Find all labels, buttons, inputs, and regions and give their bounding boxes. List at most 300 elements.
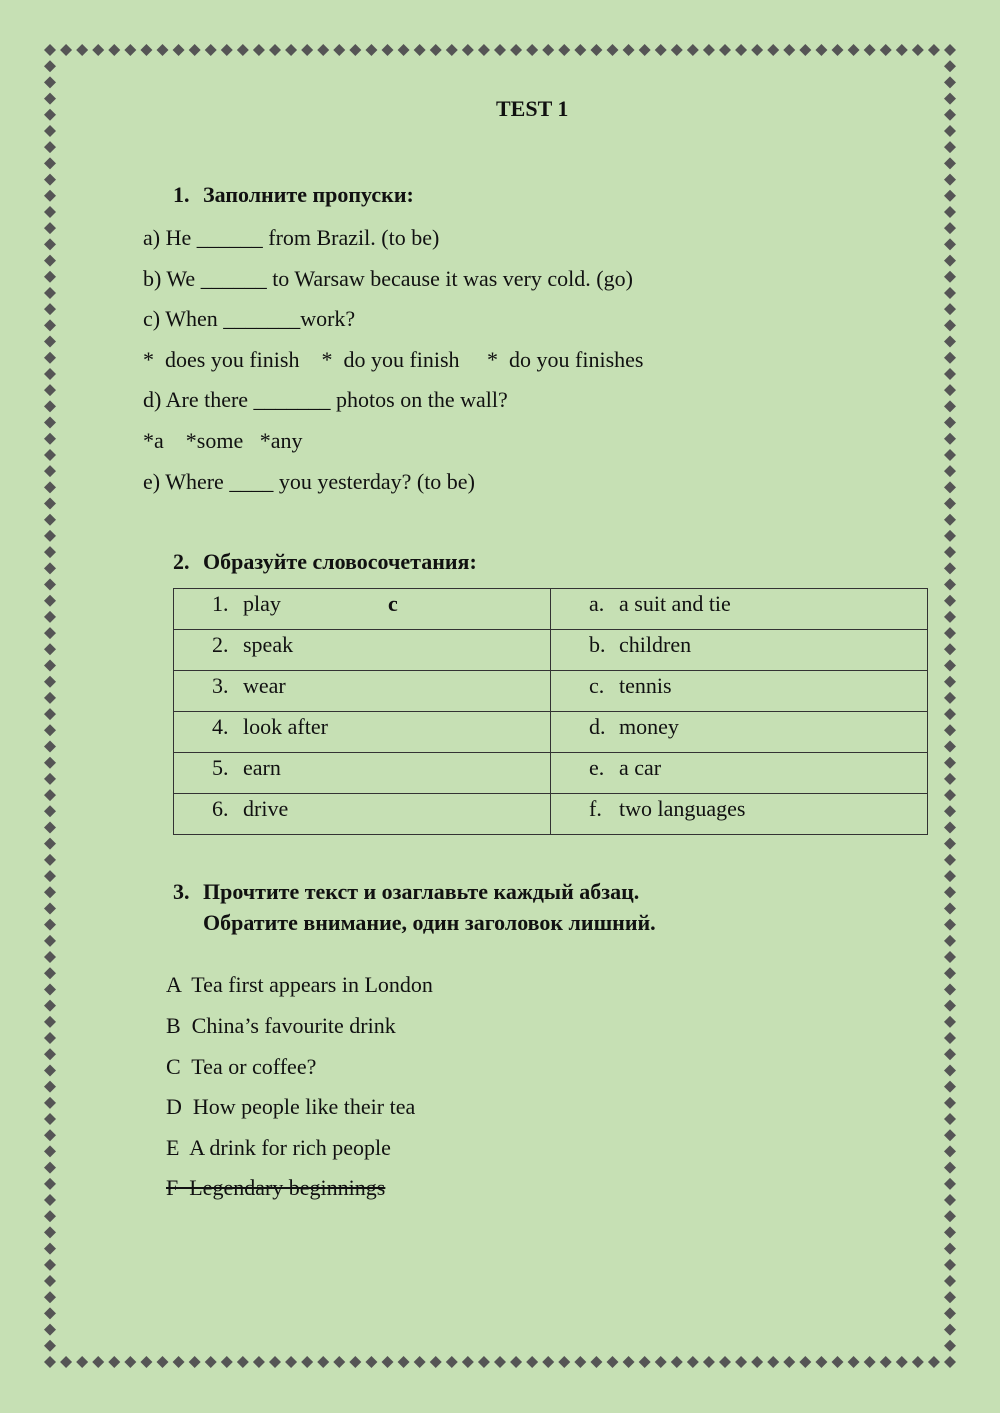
border-diamond <box>639 1356 651 1368</box>
border-diamond <box>719 1356 731 1368</box>
border-diamond <box>44 660 56 672</box>
border-diamond <box>382 44 394 56</box>
border-diamond <box>944 44 956 56</box>
border-diamond <box>944 724 956 736</box>
border-diamond <box>349 1356 361 1368</box>
border-diamond <box>944 1307 956 1319</box>
border-diamond <box>44 60 56 72</box>
item-object: tennis <box>619 673 672 698</box>
border-diamond <box>44 319 56 331</box>
border-diamond <box>944 1226 956 1238</box>
border-diamond <box>944 319 956 331</box>
border-diamond <box>944 174 956 186</box>
border-diamond <box>44 773 56 785</box>
border-diamond <box>317 44 329 56</box>
border-diamond <box>687 1356 699 1368</box>
border-diamond <box>44 870 56 882</box>
border-diamond <box>783 1356 795 1368</box>
border-diamond <box>285 44 297 56</box>
border-diamond <box>944 595 956 607</box>
border-diamond <box>494 1356 506 1368</box>
border-diamond <box>365 1356 377 1368</box>
border-diamond <box>44 206 56 218</box>
border-diamond <box>44 595 56 607</box>
border-diamond <box>944 1291 956 1303</box>
right-cell <box>551 671 928 712</box>
border-diamond <box>944 1016 956 1028</box>
border-diamond <box>44 1145 56 1157</box>
border-diamond <box>944 838 956 850</box>
border-diamond <box>44 708 56 720</box>
border-diamond <box>944 983 956 995</box>
border-diamond <box>44 562 56 574</box>
border-diamond <box>44 336 56 348</box>
section2-number: 2. <box>173 549 190 574</box>
border-diamond <box>44 1210 56 1222</box>
border-diamond <box>44 271 56 283</box>
border-diamond <box>430 1356 442 1368</box>
border-diamond <box>864 44 876 56</box>
border-diamond <box>462 1356 474 1368</box>
border-diamond <box>944 222 956 234</box>
border-diamond <box>44 1291 56 1303</box>
border-diamond <box>944 886 956 898</box>
border-diamond <box>671 44 683 56</box>
border-diamond <box>44 1129 56 1141</box>
border-diamond <box>44 1064 56 1076</box>
border-diamond <box>944 805 956 817</box>
answer-letter[interactable]: c <box>388 591 398 616</box>
page-title: TEST 1 <box>496 96 569 121</box>
item-number: 6. <box>212 796 229 821</box>
item-number: 4. <box>212 714 229 739</box>
border-diamond <box>44 417 56 429</box>
left-cell <box>174 712 551 753</box>
border-diamond <box>944 465 956 477</box>
border-diamond <box>44 157 56 169</box>
border-diamond <box>44 1113 56 1125</box>
heading-option-d: D How people like their tea <box>166 1094 416 1119</box>
right-cell <box>551 753 928 794</box>
border-diamond <box>269 1356 281 1368</box>
border-diamond <box>848 1356 860 1368</box>
section1-number: 1. <box>173 182 190 207</box>
border-diamond <box>944 1097 956 1109</box>
border-diamond <box>44 1162 56 1174</box>
border-diamond <box>558 44 570 56</box>
border-diamond <box>76 1356 88 1368</box>
border-diamond <box>108 1356 120 1368</box>
border-diamond <box>944 1340 956 1352</box>
border-diamond <box>44 935 56 947</box>
border-diamond <box>44 967 56 979</box>
border-diamond <box>880 1356 892 1368</box>
heading-option-f-struck: F Legendary beginnings <box>166 1175 386 1200</box>
border-diamond <box>44 1081 56 1093</box>
section3-heading-line2: Обратите внимание, один заголовок лишний. <box>203 910 656 935</box>
border-diamond <box>430 44 442 56</box>
border-diamond <box>944 692 956 704</box>
border-diamond <box>398 44 410 56</box>
border-diamond <box>44 222 56 234</box>
border-diamond <box>44 757 56 769</box>
border-diamond <box>944 935 956 947</box>
border-diamond <box>896 44 908 56</box>
border-diamond <box>44 255 56 267</box>
border-diamond <box>799 44 811 56</box>
item-number: 1. <box>212 591 229 616</box>
border-diamond <box>44 384 56 396</box>
border-diamond <box>173 44 185 56</box>
border-diamond <box>510 44 522 56</box>
border-diamond <box>864 1356 876 1368</box>
border-diamond <box>944 1162 956 1174</box>
border-diamond <box>44 481 56 493</box>
border-diamond <box>703 1356 715 1368</box>
border-diamond <box>944 1048 956 1060</box>
border-diamond <box>44 983 56 995</box>
border-diamond <box>44 789 56 801</box>
border-diamond <box>944 433 956 445</box>
border-diamond <box>510 1356 522 1368</box>
border-diamond <box>912 1356 924 1368</box>
border-diamond <box>944 1081 956 1093</box>
border-diamond <box>44 1032 56 1044</box>
border-diamond <box>44 1194 56 1206</box>
border-diamond <box>44 400 56 412</box>
table-row <box>174 794 928 835</box>
border-diamond <box>896 1356 908 1368</box>
item-number: 5. <box>212 755 229 780</box>
border-diamond <box>44 141 56 153</box>
border-diamond <box>44 611 56 623</box>
border-diamond <box>44 951 56 963</box>
border-diamond <box>767 44 779 56</box>
border-diamond <box>944 740 956 752</box>
right-cell <box>551 630 928 671</box>
border-diamond <box>157 1356 169 1368</box>
border-diamond <box>494 44 506 56</box>
border-diamond <box>253 44 265 56</box>
left-cell <box>174 753 551 794</box>
item-verb: earn <box>243 755 281 780</box>
border-diamond <box>944 1178 956 1190</box>
border-diamond <box>44 740 56 752</box>
border-diamond <box>462 44 474 56</box>
section3-number: 3. <box>173 879 190 904</box>
border-diamond <box>671 1356 683 1368</box>
border-diamond <box>848 44 860 56</box>
border-diamond <box>944 271 956 283</box>
border-diamond <box>478 44 490 56</box>
border-diamond <box>623 44 635 56</box>
border-diamond <box>414 44 426 56</box>
item-verb: wear <box>243 673 286 698</box>
border-diamond <box>832 44 844 56</box>
border-diamond <box>140 44 152 56</box>
border-diamond <box>944 562 956 574</box>
item-object: children <box>619 632 692 657</box>
border-diamond <box>735 44 747 56</box>
border-diamond <box>944 773 956 785</box>
border-diamond <box>60 1356 72 1368</box>
item-letter: c. <box>589 673 605 698</box>
border-diamond <box>140 1356 152 1368</box>
border-diamond <box>44 125 56 137</box>
border-diamond <box>205 44 217 56</box>
heading-option-a: A Tea first appears in London <box>166 972 433 997</box>
border-diamond <box>446 1356 458 1368</box>
border-diamond <box>944 951 956 963</box>
border-diamond <box>944 1194 956 1206</box>
item-object: a suit and tie <box>619 591 731 616</box>
border-diamond <box>44 498 56 510</box>
border-diamond <box>44 546 56 558</box>
section1-line-c: c) When _______work? <box>143 306 356 331</box>
border-diamond <box>944 1145 956 1157</box>
border-diamond <box>189 1356 201 1368</box>
border-diamond <box>44 76 56 88</box>
border-diamond <box>44 676 56 688</box>
border-diamond <box>237 1356 249 1368</box>
border-diamond <box>44 1307 56 1319</box>
border-diamond <box>944 336 956 348</box>
item-verb: speak <box>243 632 294 657</box>
border-diamond <box>44 643 56 655</box>
border-diamond <box>44 190 56 202</box>
section1-options-d: *a *some *any <box>143 428 303 453</box>
border-diamond <box>92 44 104 56</box>
table-row <box>174 712 928 753</box>
border-diamond <box>44 886 56 898</box>
item-number: 2. <box>212 632 229 657</box>
border-diamond <box>751 44 763 56</box>
border-diamond <box>944 287 956 299</box>
border-diamond <box>944 1129 956 1141</box>
border-diamond <box>944 1243 956 1255</box>
border-diamond <box>944 238 956 250</box>
border-diamond <box>944 854 956 866</box>
border-diamond <box>944 611 956 623</box>
border-diamond <box>703 44 715 56</box>
border-diamond <box>607 1356 619 1368</box>
border-diamond <box>44 1048 56 1060</box>
border-diamond <box>44 902 56 914</box>
right-cell <box>551 794 928 835</box>
left-cell <box>174 630 551 671</box>
border-diamond <box>944 449 956 461</box>
border-diamond <box>944 125 956 137</box>
border-diamond <box>687 44 699 56</box>
heading-option-c: C Tea or coffee? <box>166 1054 317 1079</box>
border-diamond <box>944 255 956 267</box>
border-diamond <box>44 433 56 445</box>
border-diamond <box>301 1356 313 1368</box>
border-diamond <box>590 44 602 56</box>
border-diamond <box>944 757 956 769</box>
border-diamond <box>944 417 956 429</box>
left-cell <box>174 671 551 712</box>
border-diamond <box>253 1356 265 1368</box>
border-diamond <box>44 1324 56 1336</box>
section1-line-a: a) He ______ from Brazil. (to be) <box>143 225 440 250</box>
border-diamond <box>44 1000 56 1012</box>
border-diamond <box>526 44 538 56</box>
border-diamond <box>912 44 924 56</box>
item-number: 3. <box>212 673 229 698</box>
border-diamond <box>767 1356 779 1368</box>
border-diamond <box>944 708 956 720</box>
border-diamond <box>44 724 56 736</box>
border-diamond <box>944 919 956 931</box>
border-diamond <box>735 1356 747 1368</box>
border-diamond <box>639 44 651 56</box>
border-diamond <box>880 44 892 56</box>
section1-line-b: b) We ______ to Warsaw because it was very cold. (go) <box>143 266 633 291</box>
border-diamond <box>333 1356 345 1368</box>
border-diamond <box>799 1356 811 1368</box>
border-diamond <box>44 1356 56 1368</box>
item-verb: look after <box>243 714 328 739</box>
table-row <box>174 589 928 630</box>
border-diamond <box>944 676 956 688</box>
border-diamond <box>944 967 956 979</box>
border-diamond <box>944 514 956 526</box>
border-diamond <box>285 1356 297 1368</box>
border-diamond <box>944 498 956 510</box>
item-verb: drive <box>243 796 289 821</box>
border-diamond <box>237 44 249 56</box>
border-diamond <box>44 627 56 639</box>
border-diamond <box>382 1356 394 1368</box>
right-cell <box>551 712 928 753</box>
border-diamond <box>815 44 827 56</box>
border-diamond <box>269 44 281 56</box>
border-diamond <box>607 44 619 56</box>
border-diamond <box>44 1243 56 1255</box>
border-diamond <box>221 44 233 56</box>
border-diamond <box>944 190 956 202</box>
section1-line-d: d) Are there _______ photos on the wall? <box>143 387 508 412</box>
item-object: two languages <box>619 796 746 821</box>
section3-heading-line1: Прочтите текст и озаглавьте каждый абзац. <box>203 879 640 904</box>
border-diamond <box>446 44 458 56</box>
section1-line-e: e) Where ____ you yesterday? (to be) <box>143 469 475 494</box>
border-diamond <box>365 44 377 56</box>
section1-options-c: * does you finish * do you finish * do you finishes <box>143 347 644 372</box>
border-diamond <box>928 1356 940 1368</box>
border-diamond <box>44 1259 56 1271</box>
border-diamond <box>44 692 56 704</box>
border-diamond <box>44 44 56 56</box>
border-diamond <box>655 1356 667 1368</box>
border-diamond <box>590 1356 602 1368</box>
left-cell <box>174 589 551 630</box>
border-diamond <box>944 141 956 153</box>
border-diamond <box>944 1000 956 1012</box>
border-diamond <box>944 206 956 218</box>
border-diamond <box>189 44 201 56</box>
border-diamond <box>44 514 56 526</box>
item-object: money <box>619 714 679 739</box>
border-diamond <box>944 109 956 121</box>
border-diamond <box>944 384 956 396</box>
border-diamond <box>398 1356 410 1368</box>
right-cell <box>551 589 928 630</box>
border-diamond <box>944 1064 956 1076</box>
border-diamond <box>173 1356 185 1368</box>
border-diamond <box>944 60 956 72</box>
border-diamond <box>44 93 56 105</box>
border-diamond <box>44 238 56 250</box>
border-diamond <box>944 368 956 380</box>
border-diamond <box>44 530 56 542</box>
border-diamond <box>301 44 313 56</box>
border-diamond <box>44 1097 56 1109</box>
border-diamond <box>944 352 956 364</box>
border-diamond <box>526 1356 538 1368</box>
border-diamond <box>944 481 956 493</box>
border-diamond <box>44 821 56 833</box>
border-diamond <box>944 1032 956 1044</box>
border-diamond <box>944 157 956 169</box>
border-diamond <box>44 449 56 461</box>
border-diamond <box>44 805 56 817</box>
border-diamond <box>76 44 88 56</box>
item-letter: e. <box>589 755 605 780</box>
border-diamond <box>44 579 56 591</box>
border-diamond <box>944 1210 956 1222</box>
heading-option-e: E A drink for rich people <box>166 1135 391 1160</box>
border-diamond <box>944 76 956 88</box>
border-diamond <box>333 44 345 56</box>
left-cell <box>174 794 551 835</box>
border-diamond <box>944 870 956 882</box>
border-diamond <box>944 1275 956 1287</box>
border-diamond <box>44 368 56 380</box>
border-diamond <box>542 44 554 56</box>
border-diamond <box>944 660 956 672</box>
border-diamond <box>44 303 56 315</box>
border-diamond <box>92 1356 104 1368</box>
border-diamond <box>558 1356 570 1368</box>
item-letter: b. <box>589 632 606 657</box>
item-letter: f. <box>589 796 602 821</box>
border-diamond <box>124 44 136 56</box>
border-diamond <box>44 109 56 121</box>
border-diamond <box>928 44 940 56</box>
border-diamond <box>157 44 169 56</box>
border-diamond <box>44 287 56 299</box>
section1-heading: Заполните пропуски: <box>203 182 414 207</box>
border-diamond <box>944 1356 956 1368</box>
border-diamond <box>944 1113 956 1125</box>
border-diamond <box>944 400 956 412</box>
border-diamond <box>44 1275 56 1287</box>
border-diamond <box>205 1356 217 1368</box>
border-diamond <box>60 44 72 56</box>
border-diamond <box>832 1356 844 1368</box>
border-diamond <box>944 821 956 833</box>
border-diamond <box>944 902 956 914</box>
table-row <box>174 630 928 671</box>
border-diamond <box>349 44 361 56</box>
border-diamond <box>574 1356 586 1368</box>
border-diamond <box>944 627 956 639</box>
border-diamond <box>44 838 56 850</box>
item-letter: d. <box>589 714 606 739</box>
border-diamond <box>944 579 956 591</box>
